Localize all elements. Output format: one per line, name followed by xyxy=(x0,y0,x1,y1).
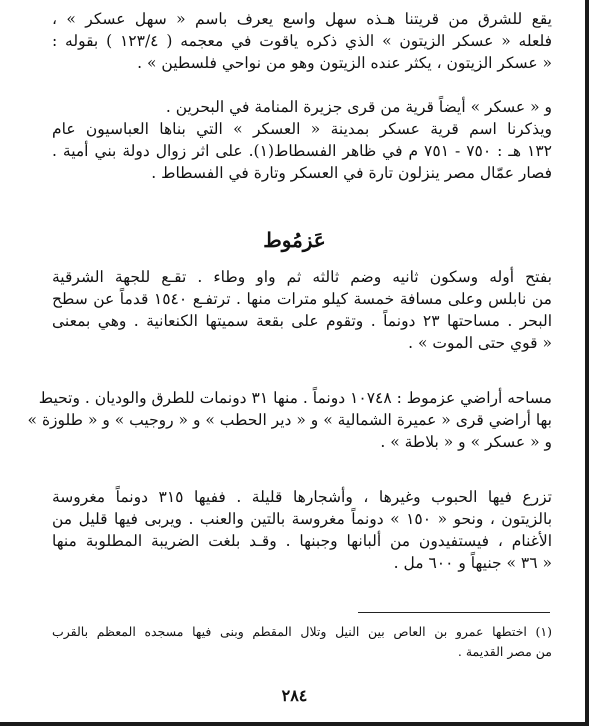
paragraph-azmut-agriculture xyxy=(52,486,552,574)
footnote xyxy=(52,622,552,662)
footnote-line: (١) اختطها عمرو بن العاص بين النيل وتلال المقطم وبنى فيها مسجده المعظم بالقرب xyxy=(52,624,552,639)
paragraph-azmut-area xyxy=(27,387,552,453)
section-heading: عَزمُوط xyxy=(263,228,326,252)
text-line: بفتح أوله وسكون ثانيه وضم ثالثه ثم واو وطاء . تقـع للجهة الشرقية xyxy=(52,268,552,286)
text-line: « عسكر الزيتون ، يكثر عنده الزيتون وهو من نواحي فلسطين » . xyxy=(137,54,552,72)
text-line: فصار عمّال مصر ينزلون تارة في العسكر وتارة في الفسطاط . xyxy=(151,164,552,182)
text-line: و « عسكر » و « بلاطة » . xyxy=(380,433,552,451)
text-line: « قوي حتى الموت » . xyxy=(408,334,552,352)
text-line: تزرع فيها الحبوب وغيرها ، وأشجارها قليلة . ففيها ٣١٥ دونماً مغروسة xyxy=(52,488,552,506)
text-line: فلعله « عسكر الزيتون » الذي ذكره ياقوت في معجمه ( ١٢٣/٤ ) بقوله : xyxy=(52,32,552,50)
footnote-line: من مصر القديمة . xyxy=(457,644,552,659)
text-line: ويذكرنا اسم قرية عسكر بمدينة « العسكر » التي بناها العباسيون عام xyxy=(52,120,552,138)
text-line: و « عسكر » أيضاً قرية من قرى جزيرة المنامة في البحرين . xyxy=(165,98,552,116)
text-line: مساحه أراضي عزموط : ١٠٧٤٨ دونماً . منها ٣١ دونمات للطرق والوديان . وتحيط xyxy=(38,389,552,407)
text-line: الأغنام ، فيستفيدون من ألبانها وجبنها . وقـد بلغت الضريبة المطلوبة منها xyxy=(52,532,552,550)
text-line: بالزيتون ، ونحو « ١٥٠ » دونماً مغروسة بالتين والعنب . ويربى فيها قليل من xyxy=(52,510,553,528)
text-line: البحر . مساحتها ٢٣ دونماً . وتقوم على بقعة سميتها الكنعانية . وهي بمعنى xyxy=(52,312,553,330)
paragraph-azmut-description xyxy=(52,266,552,354)
text-line: يقع للشرق من قريتنا هـذه سهل واسع يعرف باسم « سهل عسكر » ، xyxy=(52,10,552,28)
text-line: من نابلس وعلى مسافة خمسة كيلو مترات منها . ترتفـع ١٥٤٠ قدماً عن سطح xyxy=(52,290,552,308)
text-line: بها أراضي قرى « عميرة الشمالية » و « دير الحطب » و « روجيب » و « طلوزة » xyxy=(27,411,552,429)
paragraph-askar-zaytun xyxy=(52,8,552,74)
paragraph-askar-bahrain xyxy=(52,96,552,184)
page-number: ٢٨٤ xyxy=(281,686,308,705)
footnote-divider xyxy=(358,612,550,613)
text-line: ١٣٢ هـ : ٧٥٠ - ٧٥١ م في ظاهر الفسطاط(١). على اثر زوال دولة بني أمية . xyxy=(52,142,553,160)
text-line: « ٣٦ » جنيهاً و ٦٠٠ مل . xyxy=(393,554,552,572)
